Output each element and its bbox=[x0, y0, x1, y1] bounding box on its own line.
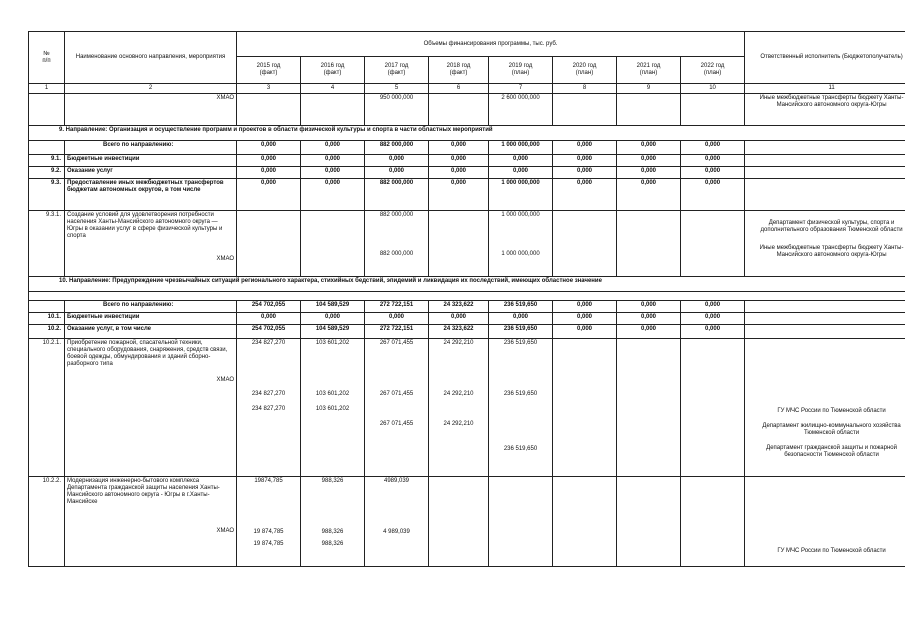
column-number: 9 bbox=[617, 84, 681, 94]
column-number: 5 bbox=[365, 84, 429, 94]
value-cell bbox=[237, 339, 301, 477]
value-cell bbox=[489, 339, 553, 477]
value-cell: 0,000 bbox=[617, 179, 681, 211]
value: 882 000,000 bbox=[379, 212, 414, 218]
executor-cell: Иные межбюджетные трансферты бюджету Ханты-Мансийского автономного округа-Югры bbox=[745, 94, 905, 126]
value-cell: 0,000 bbox=[429, 141, 489, 155]
value-cell: 236 519,650 bbox=[489, 325, 553, 339]
value: 1 000 000,000 bbox=[501, 212, 540, 218]
value-cell: 0,000 bbox=[681, 155, 745, 167]
header-year: 2016 год (факт) bbox=[301, 57, 365, 84]
header-year: 2022 год (план) bbox=[681, 57, 745, 84]
value: 988,326 bbox=[321, 529, 344, 535]
value: 19 874,785 bbox=[253, 541, 284, 547]
value-cell: 0,000 bbox=[681, 179, 745, 211]
row-name: Предоставление иных межбюджетных трансфертов бюджетам автономных округов, в том числе bbox=[65, 179, 237, 211]
row-name: Бюджетные инвестиции bbox=[65, 155, 237, 167]
value-cell: 254 702,055 bbox=[237, 325, 301, 339]
column-number: 4 bbox=[301, 84, 365, 94]
row-code: 9.2. bbox=[29, 167, 65, 179]
value-cell: 0,000 bbox=[301, 179, 365, 211]
value-cell: 0,000 bbox=[301, 167, 365, 179]
value-cell: 0,000 bbox=[301, 313, 365, 325]
header-year: 2015 год (факт) bbox=[237, 57, 301, 84]
value-cell: 2 600 000,000 bbox=[489, 94, 553, 126]
value: 4 989,039 bbox=[383, 529, 410, 535]
budget-table-page bbox=[28, 31, 904, 567]
value-cell: 0,000 bbox=[681, 325, 745, 339]
row-name: Оказание услуг bbox=[65, 167, 237, 179]
row-name-text: Приобретение пожарной, спасательной техники, специального оборудования, снаряжения, средств связи, боевой одежды, обмундирования и зданий сборно-разборного типа bbox=[67, 340, 228, 367]
value: 988,326 bbox=[321, 541, 344, 547]
value-cell: 0,000 bbox=[301, 155, 365, 167]
executor-cell bbox=[745, 339, 905, 477]
value: 103 601,202 bbox=[315, 340, 350, 346]
value-cell: 24 323,622 bbox=[429, 301, 489, 313]
row-name: Всего по направлению: bbox=[65, 301, 237, 313]
value-cell bbox=[301, 339, 365, 477]
value: 234 827,270 bbox=[251, 340, 286, 346]
row-code: 9.3.1. bbox=[29, 211, 65, 277]
table-row bbox=[29, 155, 905, 167]
value-cell: 0,000 bbox=[365, 313, 429, 325]
value: 103 601,202 bbox=[315, 406, 350, 412]
header-year: 2020 год (план) bbox=[553, 57, 617, 84]
value: 234 827,270 bbox=[251, 406, 286, 412]
section-title: 10. Направление: Предупреждение чрезвычайных ситуаций регионального характера, стихийных бедствий, эпидемий и ликвидация их последствий, имеющих областное значение bbox=[29, 277, 905, 292]
table-row bbox=[29, 477, 905, 567]
value-cell: 0,000 bbox=[489, 313, 553, 325]
column-number: 8 bbox=[553, 84, 617, 94]
table-row bbox=[29, 179, 905, 211]
table-row bbox=[29, 301, 905, 313]
section-title: 9. Направление: Организация и осуществление программ и проектов в области физической культуры и спорта в части областных мероприятий bbox=[29, 126, 905, 141]
row-name: Всего по направлению: bbox=[65, 141, 237, 155]
executor: ГУ МЧС России по Тюменской области bbox=[777, 408, 886, 414]
table-row bbox=[29, 141, 905, 155]
header-executor: Ответственный исполнитель (Бюджетополучатель) bbox=[745, 32, 905, 84]
column-number: 1 bbox=[29, 84, 65, 94]
column-number: 2 bbox=[65, 84, 237, 94]
table-row bbox=[29, 211, 905, 277]
section-row bbox=[29, 126, 905, 141]
table-row bbox=[29, 167, 905, 179]
value-cell bbox=[429, 339, 489, 477]
header-year: 2021 год (план) bbox=[617, 57, 681, 84]
value-cell: 0,000 bbox=[617, 167, 681, 179]
value: 4989,039 bbox=[383, 478, 410, 484]
value-cell: 0,000 bbox=[489, 155, 553, 167]
value: 882 000,000 bbox=[379, 251, 414, 257]
value-cell bbox=[365, 339, 429, 477]
value-cell: 0,000 bbox=[553, 301, 617, 313]
value-cell: 0,000 bbox=[553, 167, 617, 179]
value-cell: 0,000 bbox=[617, 141, 681, 155]
value-cell: 0,000 bbox=[237, 313, 301, 325]
column-number: 7 bbox=[489, 84, 553, 94]
row-name-text: Создание условий для удовлетворения потребности населения Ханты-Мансийского автономного округа — Югры в оказании услуг в сфере физической культуры и спорта bbox=[67, 212, 223, 239]
value: 103 601,202 bbox=[315, 391, 350, 397]
section-row bbox=[29, 277, 905, 292]
value-cell: 950 000,000 bbox=[365, 94, 429, 126]
row-code: 10.2.1. bbox=[29, 339, 65, 477]
value-cell: 0,000 bbox=[681, 141, 745, 155]
value-cell: 0,000 bbox=[617, 301, 681, 313]
executor: Департамент физической культуры, спорта и дополнительного образования Тюменской области bbox=[760, 220, 903, 233]
row-name bbox=[65, 339, 237, 477]
value-cell: 254 702,055 bbox=[237, 301, 301, 313]
header-year: 2019 год (план) bbox=[489, 57, 553, 84]
table-row bbox=[29, 94, 905, 126]
value-cell bbox=[489, 211, 553, 277]
hmao-label: ХМАО bbox=[216, 256, 234, 262]
value-cell: 0,000 bbox=[553, 155, 617, 167]
value: 267 071,455 bbox=[379, 421, 414, 427]
value: 236 519,650 bbox=[503, 446, 538, 452]
value-cell: 104 589,529 bbox=[301, 301, 365, 313]
value-cell: 272 722,151 bbox=[365, 325, 429, 339]
value-cell: 0,000 bbox=[237, 179, 301, 211]
hmao-label: ХМАО bbox=[65, 94, 237, 126]
value: 236 519,650 bbox=[503, 340, 538, 346]
executor-cell bbox=[745, 477, 905, 567]
row-code: 10.2.2. bbox=[29, 477, 65, 567]
executor: Иные межбюджетные трансферты бюджету Ханты-Мансийского автономного округа-Югры bbox=[759, 245, 904, 258]
value: 19874,785 bbox=[254, 478, 283, 484]
executor-cell bbox=[745, 211, 905, 277]
value-cell: 0,000 bbox=[681, 301, 745, 313]
value-cell: 0,000 bbox=[429, 179, 489, 211]
header-year: 2018 год (факт) bbox=[429, 57, 489, 84]
value-cell: 0,000 bbox=[553, 141, 617, 155]
value-cell: 0,000 bbox=[365, 167, 429, 179]
value: 24 292,210 bbox=[443, 391, 474, 397]
value-cell bbox=[301, 477, 365, 567]
value-cell: 0,000 bbox=[617, 155, 681, 167]
row-name: Оказание услуг, в том числе bbox=[65, 325, 237, 339]
row-code: 9.3. bbox=[29, 179, 65, 211]
header-funding: Объемы финансирования программы, тыс. руб. bbox=[237, 32, 745, 57]
executor: ГУ МЧС России по Тюменской области bbox=[777, 548, 886, 554]
row-name-text: Модернизация инженерно-бытового комплекса Департамента гражданской защиты населения Ханты-Мансийского автономного округа - Югры в г.Ханты-Мансийске bbox=[67, 478, 220, 505]
row-code: 10.1. bbox=[29, 313, 65, 325]
row-code: 9.1. bbox=[29, 155, 65, 167]
column-number: 11 bbox=[745, 84, 905, 94]
value-cell: 0,000 bbox=[429, 155, 489, 167]
hmao-label: ХМАО bbox=[216, 528, 234, 534]
row-name bbox=[65, 211, 237, 277]
value-cell: 1 000 000,000 bbox=[489, 141, 553, 155]
row-name: Бюджетные инвестиции bbox=[65, 313, 237, 325]
value-cell: 0,000 bbox=[681, 167, 745, 179]
value: 234 827,270 bbox=[251, 391, 286, 397]
value-cell: 882 000,000 bbox=[365, 141, 429, 155]
value-cell: 0,000 bbox=[553, 325, 617, 339]
column-number: 10 bbox=[681, 84, 745, 94]
value-cell: 24 323,622 bbox=[429, 325, 489, 339]
value: 24 292,210 bbox=[443, 421, 474, 427]
column-number: 3 bbox=[237, 84, 301, 94]
value-cell bbox=[365, 211, 429, 277]
value-cell: 0,000 bbox=[489, 167, 553, 179]
row-code: 10.2. bbox=[29, 325, 65, 339]
value: 236 519,650 bbox=[503, 391, 538, 397]
value: 1 000 000,000 bbox=[501, 251, 540, 257]
value-cell: 0,000 bbox=[617, 313, 681, 325]
hmao-label: ХМАО bbox=[216, 377, 234, 383]
value-cell: 0,000 bbox=[429, 167, 489, 179]
value-cell: 0,000 bbox=[301, 141, 365, 155]
value-cell: 0,000 bbox=[553, 313, 617, 325]
value: 267 071,455 bbox=[379, 340, 414, 346]
header-num: № п/п bbox=[29, 32, 65, 84]
row-name bbox=[65, 477, 237, 567]
executor: Департамент жилищно-коммунального хозяйства Тюменской области bbox=[762, 423, 901, 436]
budget-table bbox=[28, 31, 905, 567]
value-cell: 104 589,529 bbox=[301, 325, 365, 339]
spacer-row bbox=[29, 292, 905, 301]
value: 24 292,210 bbox=[443, 340, 474, 346]
value-cell bbox=[365, 477, 429, 567]
table-row bbox=[29, 313, 905, 325]
value-cell: 236 519,650 bbox=[489, 301, 553, 313]
value-cell: 0,000 bbox=[681, 313, 745, 325]
value-cell: 0,000 bbox=[365, 155, 429, 167]
value-cell: 882 000,000 bbox=[365, 179, 429, 211]
value-cell: 1 000 000,000 bbox=[489, 179, 553, 211]
table-row bbox=[29, 339, 905, 477]
value-cell bbox=[237, 477, 301, 567]
header-name: Наименование основного направления, мероприятия bbox=[65, 32, 237, 84]
executor: Департамент гражданской защиты и пожарной безопасности Тюменской области bbox=[766, 445, 897, 458]
table-row bbox=[29, 325, 905, 339]
value-cell: 0,000 bbox=[237, 155, 301, 167]
value-cell: 272 722,151 bbox=[365, 301, 429, 313]
header-year: 2017 год (факт) bbox=[365, 57, 429, 84]
column-number: 6 bbox=[429, 84, 489, 94]
value-cell: 0,000 bbox=[617, 325, 681, 339]
value-cell: 0,000 bbox=[553, 179, 617, 211]
value-cell: 0,000 bbox=[237, 141, 301, 155]
value-cell: 0,000 bbox=[237, 167, 301, 179]
value: 988,326 bbox=[321, 478, 344, 484]
value-cell: 0,000 bbox=[429, 313, 489, 325]
value: 267 071,455 bbox=[379, 391, 414, 397]
value: 19 874,785 bbox=[253, 529, 284, 535]
